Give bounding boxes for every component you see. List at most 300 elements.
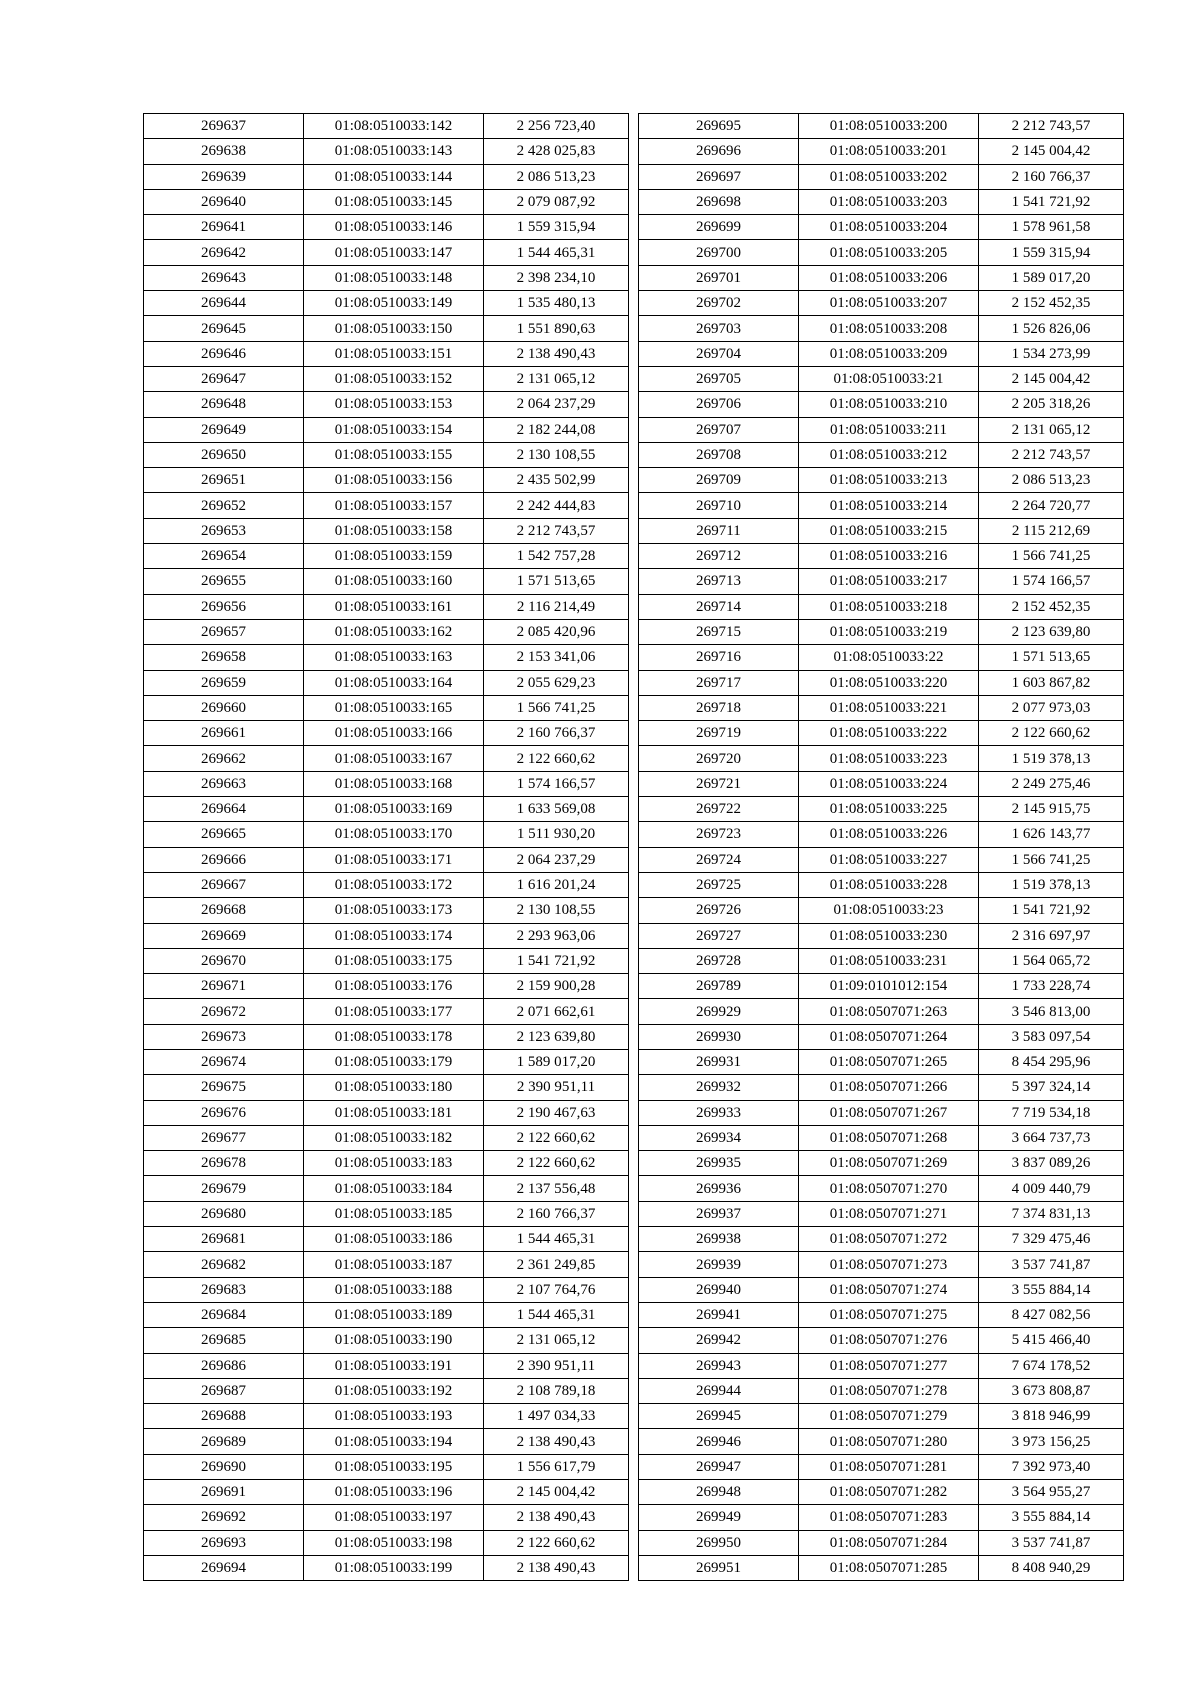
- table-row: [144, 999, 629, 1024]
- cadastral-number: 01:08:0510033:167: [304, 746, 484, 771]
- table-row: [639, 1277, 1124, 1302]
- cadastral-value: 2 138 490,43: [484, 1555, 629, 1580]
- cadastral-value: 2 160 766,37: [484, 721, 629, 746]
- table-row: [144, 341, 629, 366]
- table-row: [144, 872, 629, 897]
- row-number: 269723: [639, 822, 799, 847]
- cadastral-number: 01:08:0510033:178: [304, 1024, 484, 1049]
- cadastral-value: 2 131 065,12: [484, 366, 629, 391]
- row-number: 269948: [639, 1480, 799, 1505]
- table-row: [144, 1024, 629, 1049]
- cadastral-number: 01:08:0510033:149: [304, 291, 484, 316]
- cadastral-value: 2 242 444,83: [484, 493, 629, 518]
- row-number: 269665: [144, 822, 304, 847]
- table-row: [144, 265, 629, 290]
- cadastral-value: 2 361 249,85: [484, 1252, 629, 1277]
- cadastral-number: 01:08:0510033:158: [304, 518, 484, 543]
- cadastral-number: 01:08:0510033:193: [304, 1404, 484, 1429]
- cadastral-number: 01:08:0510033:185: [304, 1201, 484, 1226]
- table-row: [144, 1125, 629, 1150]
- row-number: 269641: [144, 215, 304, 240]
- table-row: [639, 1049, 1124, 1074]
- table-row: [144, 215, 629, 240]
- row-number: 269661: [144, 721, 304, 746]
- row-number: 269673: [144, 1024, 304, 1049]
- row-number: 269727: [639, 923, 799, 948]
- cadastral-number: 01:08:0510033:231: [799, 948, 979, 973]
- table-row: [144, 392, 629, 417]
- row-number: 269670: [144, 948, 304, 973]
- cadastral-value: 1 559 315,94: [979, 240, 1124, 265]
- cadastral-value: 8 408 940,29: [979, 1555, 1124, 1580]
- table-row: [639, 721, 1124, 746]
- row-number: 269664: [144, 797, 304, 822]
- cadastral-value: 2 205 318,26: [979, 392, 1124, 417]
- cadastral-number: 01:08:0507071:273: [799, 1252, 979, 1277]
- cadastral-number: 01:08:0510033:199: [304, 1555, 484, 1580]
- cadastral-number: 01:08:0510033:224: [799, 771, 979, 796]
- cadastral-number: 01:08:0510033:171: [304, 847, 484, 872]
- row-number: 269666: [144, 847, 304, 872]
- row-number: 269677: [144, 1125, 304, 1150]
- cadastral-number: 01:08:0510033:215: [799, 518, 979, 543]
- row-number: 269656: [144, 594, 304, 619]
- table-row: [144, 1454, 629, 1479]
- cadastral-number: 01:08:0510033:169: [304, 797, 484, 822]
- cadastral-number: 01:08:0510033:222: [799, 721, 979, 746]
- table-row: [144, 1480, 629, 1505]
- row-number: 269706: [639, 392, 799, 417]
- cadastral-value: 1 578 961,58: [979, 215, 1124, 240]
- cadastral-number: 01:08:0510033:184: [304, 1176, 484, 1201]
- cadastral-number: 01:08:0510033:214: [799, 493, 979, 518]
- cadastral-value: 1 603 867,82: [979, 670, 1124, 695]
- cadastral-number: 01:08:0510033:218: [799, 594, 979, 619]
- cadastral-number: 01:08:0507071:284: [799, 1530, 979, 1555]
- row-number: 269717: [639, 670, 799, 695]
- cadastral-value: 1 571 513,65: [979, 645, 1124, 670]
- cadastral-number: 01:08:0510033:181: [304, 1100, 484, 1125]
- table-row: [144, 1176, 629, 1201]
- table-row: [639, 746, 1124, 771]
- row-number: 269639: [144, 164, 304, 189]
- cadastral-value: 2 079 087,92: [484, 189, 629, 214]
- row-number: 269667: [144, 872, 304, 897]
- cadastral-number: 01:08:0510033:194: [304, 1429, 484, 1454]
- cadastral-value: 5 397 324,14: [979, 1075, 1124, 1100]
- table-row: [639, 518, 1124, 543]
- cadastral-value: 1 574 166,57: [484, 771, 629, 796]
- cadastral-value: 2 316 697,97: [979, 923, 1124, 948]
- cadastral-value: 2 122 660,62: [484, 746, 629, 771]
- cadastral-value: 3 818 946,99: [979, 1404, 1124, 1429]
- row-number: 269789: [639, 974, 799, 999]
- table-row: [144, 518, 629, 543]
- cadastral-number: 01:08:0510033:173: [304, 898, 484, 923]
- table-row: [639, 619, 1124, 644]
- cadastral-number: 01:08:0510033:151: [304, 341, 484, 366]
- cadastral-value: 2 152 452,35: [979, 291, 1124, 316]
- row-number: 269682: [144, 1252, 304, 1277]
- cadastral-number: 01:08:0507071:283: [799, 1505, 979, 1530]
- table-row: [144, 898, 629, 923]
- cadastral-number: 01:08:0510033:228: [799, 872, 979, 897]
- table-row: [144, 822, 629, 847]
- table-row: [639, 1555, 1124, 1580]
- cadastral-value: 2 390 951,11: [484, 1075, 629, 1100]
- cadastral-number: 01:08:0510033:225: [799, 797, 979, 822]
- row-number: 269702: [639, 291, 799, 316]
- cadastral-number: 01:08:0507071:274: [799, 1277, 979, 1302]
- cadastral-value: 1 566 741,25: [979, 847, 1124, 872]
- table-row: [144, 1505, 629, 1530]
- row-number: 269932: [639, 1075, 799, 1100]
- cadastral-value: 2 212 743,57: [979, 442, 1124, 467]
- cadastral-number: 01:08:0507071:280: [799, 1429, 979, 1454]
- cadastral-value: 1 511 930,20: [484, 822, 629, 847]
- cadastral-value: 2 160 766,37: [979, 164, 1124, 189]
- cadastral-value: 2 428 025,83: [484, 139, 629, 164]
- cadastral-value: 2 085 420,96: [484, 619, 629, 644]
- table-row: [144, 670, 629, 695]
- row-number: 269655: [144, 569, 304, 594]
- row-number: 269719: [639, 721, 799, 746]
- row-number: 269934: [639, 1125, 799, 1150]
- row-number: 269929: [639, 999, 799, 1024]
- table-row: [144, 1151, 629, 1176]
- cadastral-number: 01:08:0510033:174: [304, 923, 484, 948]
- table-row: [639, 392, 1124, 417]
- table-row: [639, 594, 1124, 619]
- row-number: 269725: [639, 872, 799, 897]
- cadastral-value: 7 329 475,46: [979, 1227, 1124, 1252]
- row-number: 269944: [639, 1378, 799, 1403]
- row-number: 269650: [144, 442, 304, 467]
- cadastral-number: 01:08:0510033:190: [304, 1328, 484, 1353]
- row-number: 269653: [144, 518, 304, 543]
- cadastral-number: 01:08:0507071:278: [799, 1378, 979, 1403]
- cadastral-value: 2 115 212,69: [979, 518, 1124, 543]
- table-row: [144, 240, 629, 265]
- cadastral-number: 01:08:0510033:150: [304, 316, 484, 341]
- cadastral-value: 2 086 513,23: [484, 164, 629, 189]
- cadastral-value: 3 555 884,14: [979, 1505, 1124, 1530]
- cadastral-value: 1 559 315,94: [484, 215, 629, 240]
- cadastral-value: 3 673 808,87: [979, 1378, 1124, 1403]
- cadastral-number: 01:08:0510033:226: [799, 822, 979, 847]
- cadastral-value: 1 497 034,33: [484, 1404, 629, 1429]
- table-row: [639, 1404, 1124, 1429]
- cadastral-number: 01:08:0510033:200: [799, 114, 979, 139]
- row-number: 269683: [144, 1277, 304, 1302]
- cadastral-value: 2 256 723,40: [484, 114, 629, 139]
- row-number: 269697: [639, 164, 799, 189]
- cadastral-value: 8 454 295,96: [979, 1049, 1124, 1074]
- cadastral-value: 2 131 065,12: [484, 1328, 629, 1353]
- row-number: 269652: [144, 493, 304, 518]
- cadastral-number: 01:08:0510033:205: [799, 240, 979, 265]
- cadastral-value: 3 583 097,54: [979, 1024, 1124, 1049]
- cadastral-value: 2 293 963,06: [484, 923, 629, 948]
- table-row: [639, 999, 1124, 1024]
- table-row: [144, 1328, 629, 1353]
- row-number: 269718: [639, 695, 799, 720]
- cadastral-number: 01:08:0507071:279: [799, 1404, 979, 1429]
- cadastral-number: 01:08:0507071:285: [799, 1555, 979, 1580]
- cadastral-number: 01:08:0510033:186: [304, 1227, 484, 1252]
- row-number: 269663: [144, 771, 304, 796]
- cadastral-number: 01:08:0510033:216: [799, 544, 979, 569]
- cadastral-value: 2 064 237,29: [484, 392, 629, 417]
- cadastral-number: 01:08:0510033:219: [799, 619, 979, 644]
- row-number: 269930: [639, 1024, 799, 1049]
- cadastral-value: 2 123 639,80: [979, 619, 1124, 644]
- cadastral-number: 01:08:0510033:208: [799, 316, 979, 341]
- row-number: 269935: [639, 1151, 799, 1176]
- cadastral-value: 2 077 973,03: [979, 695, 1124, 720]
- cadastral-number: 01:08:0510033:153: [304, 392, 484, 417]
- table-row: [144, 746, 629, 771]
- table-row: [639, 1429, 1124, 1454]
- cadastral-value: 2 145 004,42: [979, 139, 1124, 164]
- table-row: [639, 847, 1124, 872]
- table-row: [639, 1530, 1124, 1555]
- cadastral-value: 1 564 065,72: [979, 948, 1124, 973]
- table-row: [144, 1530, 629, 1555]
- cadastral-number: 01:08:0510033:179: [304, 1049, 484, 1074]
- cadastral-number: 01:08:0510033:182: [304, 1125, 484, 1150]
- table-row: [144, 291, 629, 316]
- cadastral-value: 2 116 214,49: [484, 594, 629, 619]
- cadastral-number: 01:08:0507071:276: [799, 1328, 979, 1353]
- table-row: [639, 544, 1124, 569]
- cadastral-number: 01:08:0507071:265: [799, 1049, 979, 1074]
- table-row: [144, 114, 629, 139]
- table-row: [144, 797, 629, 822]
- cadastral-value: 1 541 721,92: [979, 898, 1124, 923]
- row-number: 269933: [639, 1100, 799, 1125]
- cadastral-value: 1 626 143,77: [979, 822, 1124, 847]
- table-row: [144, 1100, 629, 1125]
- row-number: 269721: [639, 771, 799, 796]
- cadastral-number: 01:08:0510033:221: [799, 695, 979, 720]
- table-row: [639, 341, 1124, 366]
- cadastral-value: 2 190 467,63: [484, 1100, 629, 1125]
- table-row: [144, 1302, 629, 1327]
- right-table-body: [639, 114, 1124, 1581]
- table-row: [639, 1075, 1124, 1100]
- cadastral-number: 01:08:0507071:267: [799, 1100, 979, 1125]
- cadastral-value: 2 122 660,62: [484, 1125, 629, 1150]
- cadastral-value: 1 544 465,31: [484, 1227, 629, 1252]
- row-number: 269668: [144, 898, 304, 923]
- row-number: 269638: [144, 139, 304, 164]
- cadastral-value: 2 145 004,42: [979, 366, 1124, 391]
- row-number: 269716: [639, 645, 799, 670]
- table-row: [639, 366, 1124, 391]
- cadastral-number: 01:08:0507071:266: [799, 1075, 979, 1100]
- cadastral-value: 2 086 513,23: [979, 468, 1124, 493]
- cadastral-number: 01:08:0510033:142: [304, 114, 484, 139]
- table-row: [639, 1328, 1124, 1353]
- cadastral-value: 1 541 721,92: [484, 948, 629, 973]
- cadastral-number: 01:08:0510033:220: [799, 670, 979, 695]
- cadastral-number: 01:08:0510033:165: [304, 695, 484, 720]
- table-row: [144, 544, 629, 569]
- cadastral-number: 01:08:0510033:230: [799, 923, 979, 948]
- row-number: 269705: [639, 366, 799, 391]
- cadastral-number: 01:08:0510033:211: [799, 417, 979, 442]
- cadastral-value: 3 564 955,27: [979, 1480, 1124, 1505]
- cadastral-value: 7 374 831,13: [979, 1201, 1124, 1226]
- table-row: [639, 569, 1124, 594]
- cadastral-value: 2 138 490,43: [484, 341, 629, 366]
- row-number: 269681: [144, 1227, 304, 1252]
- cadastral-number: 01:08:0507071:268: [799, 1125, 979, 1150]
- cadastral-value: 2 138 490,43: [484, 1505, 629, 1530]
- table-row: [639, 1151, 1124, 1176]
- cadastral-value: 1 633 569,08: [484, 797, 629, 822]
- cadastral-value: 2 138 490,43: [484, 1429, 629, 1454]
- cadastral-value: 1 526 826,06: [979, 316, 1124, 341]
- cadastral-number: 01:09:0101012:154: [799, 974, 979, 999]
- cadastral-value: 2 071 662,61: [484, 999, 629, 1024]
- cadastral-number: 01:08:0510033:203: [799, 189, 979, 214]
- row-number: 269698: [639, 189, 799, 214]
- cadastral-number: 01:08:0510033:198: [304, 1530, 484, 1555]
- cadastral-number: 01:08:0507071:270: [799, 1176, 979, 1201]
- table-row: [144, 139, 629, 164]
- cadastral-value: 7 719 534,18: [979, 1100, 1124, 1125]
- row-number: 269711: [639, 518, 799, 543]
- cadastral-number: 01:08:0510033:154: [304, 417, 484, 442]
- cadastral-value: 2 153 341,06: [484, 645, 629, 670]
- cadastral-number: 01:08:0510033:172: [304, 872, 484, 897]
- cadastral-number: 01:08:0507071:263: [799, 999, 979, 1024]
- row-number: 269637: [144, 114, 304, 139]
- table-row: [639, 442, 1124, 467]
- table-row: [144, 1555, 629, 1580]
- cadastral-number: 01:08:0507071:271: [799, 1201, 979, 1226]
- cadastral-number: 01:08:0510033:145: [304, 189, 484, 214]
- table-row: [144, 771, 629, 796]
- row-number: 269662: [144, 746, 304, 771]
- cadastral-value: 2 055 629,23: [484, 670, 629, 695]
- table-row: [144, 417, 629, 442]
- table-row: [639, 1302, 1124, 1327]
- row-number: 269949: [639, 1505, 799, 1530]
- row-number: 269722: [639, 797, 799, 822]
- table-row: [639, 240, 1124, 265]
- row-number: 269659: [144, 670, 304, 695]
- table-row: [639, 1100, 1124, 1125]
- cadastral-value: 2 108 789,18: [484, 1378, 629, 1403]
- table-row: [639, 695, 1124, 720]
- table-row: [639, 1505, 1124, 1530]
- cadastral-number: 01:08:0510033:163: [304, 645, 484, 670]
- table-row: [639, 291, 1124, 316]
- cadastral-number: 01:08:0510033:157: [304, 493, 484, 518]
- cadastral-value: 2 064 237,29: [484, 847, 629, 872]
- cadastral-value: 2 131 065,12: [979, 417, 1124, 442]
- cadastral-value: 2 152 452,35: [979, 594, 1124, 619]
- cadastral-number: 01:08:0510033:191: [304, 1353, 484, 1378]
- table-row: [639, 1125, 1124, 1150]
- row-number: 269951: [639, 1555, 799, 1580]
- cadastral-value: 5 415 466,40: [979, 1328, 1124, 1353]
- row-number: 269671: [144, 974, 304, 999]
- right-table: [638, 113, 1124, 1581]
- cadastral-number: 01:08:0510033:180: [304, 1075, 484, 1100]
- cadastral-value: 2 398 234,10: [484, 265, 629, 290]
- table-row: [144, 1277, 629, 1302]
- row-number: 269660: [144, 695, 304, 720]
- cadastral-value: 7 392 973,40: [979, 1454, 1124, 1479]
- cadastral-value: 3 537 741,87: [979, 1530, 1124, 1555]
- row-number: 269724: [639, 847, 799, 872]
- row-number: 269690: [144, 1454, 304, 1479]
- row-number: 269713: [639, 569, 799, 594]
- row-number: 269688: [144, 1404, 304, 1429]
- cadastral-number: 01:08:0510033:207: [799, 291, 979, 316]
- row-number: 269643: [144, 265, 304, 290]
- cadastral-number: 01:08:0510033:146: [304, 215, 484, 240]
- cadastral-value: 2 182 244,08: [484, 417, 629, 442]
- cadastral-number: 01:08:0510033:202: [799, 164, 979, 189]
- row-number: 269707: [639, 417, 799, 442]
- cadastral-value: 1 574 166,57: [979, 569, 1124, 594]
- table-row: [639, 316, 1124, 341]
- row-number: 269687: [144, 1378, 304, 1403]
- table-row: [639, 1378, 1124, 1403]
- row-number: 269714: [639, 594, 799, 619]
- table-row: [639, 974, 1124, 999]
- table-row: [144, 1049, 629, 1074]
- cadastral-number: 01:08:0510033:188: [304, 1277, 484, 1302]
- row-number: 269931: [639, 1049, 799, 1074]
- cadastral-value: 3 837 089,26: [979, 1151, 1124, 1176]
- row-number: 269942: [639, 1328, 799, 1353]
- cadastral-number: 01:08:0510033:210: [799, 392, 979, 417]
- row-number: 269647: [144, 366, 304, 391]
- table-row: [639, 1480, 1124, 1505]
- row-number: 269649: [144, 417, 304, 442]
- row-number: 269689: [144, 1429, 304, 1454]
- row-number: 269646: [144, 341, 304, 366]
- row-number: 269644: [144, 291, 304, 316]
- cadastral-value: 1 566 741,25: [484, 695, 629, 720]
- row-number: 269692: [144, 1505, 304, 1530]
- cadastral-number: 01:08:0510033:196: [304, 1480, 484, 1505]
- cadastral-number: 01:08:0510033:223: [799, 746, 979, 771]
- row-number: 269938: [639, 1227, 799, 1252]
- row-number: 269937: [639, 1201, 799, 1226]
- cadastral-value: 2 122 660,62: [484, 1151, 629, 1176]
- cadastral-number: 01:08:0510033:159: [304, 544, 484, 569]
- cadastral-value: 1 544 465,31: [484, 240, 629, 265]
- cadastral-value: 4 009 440,79: [979, 1176, 1124, 1201]
- cadastral-number: 01:08:0510033:23: [799, 898, 979, 923]
- table-row: [639, 1353, 1124, 1378]
- table-row: [144, 847, 629, 872]
- table-row: [639, 898, 1124, 923]
- row-number: 269941: [639, 1302, 799, 1327]
- row-number: 269940: [639, 1277, 799, 1302]
- cadastral-value: 2 122 660,62: [484, 1530, 629, 1555]
- cadastral-number: 01:08:0510033:183: [304, 1151, 484, 1176]
- row-number: 269704: [639, 341, 799, 366]
- table-row: [639, 923, 1124, 948]
